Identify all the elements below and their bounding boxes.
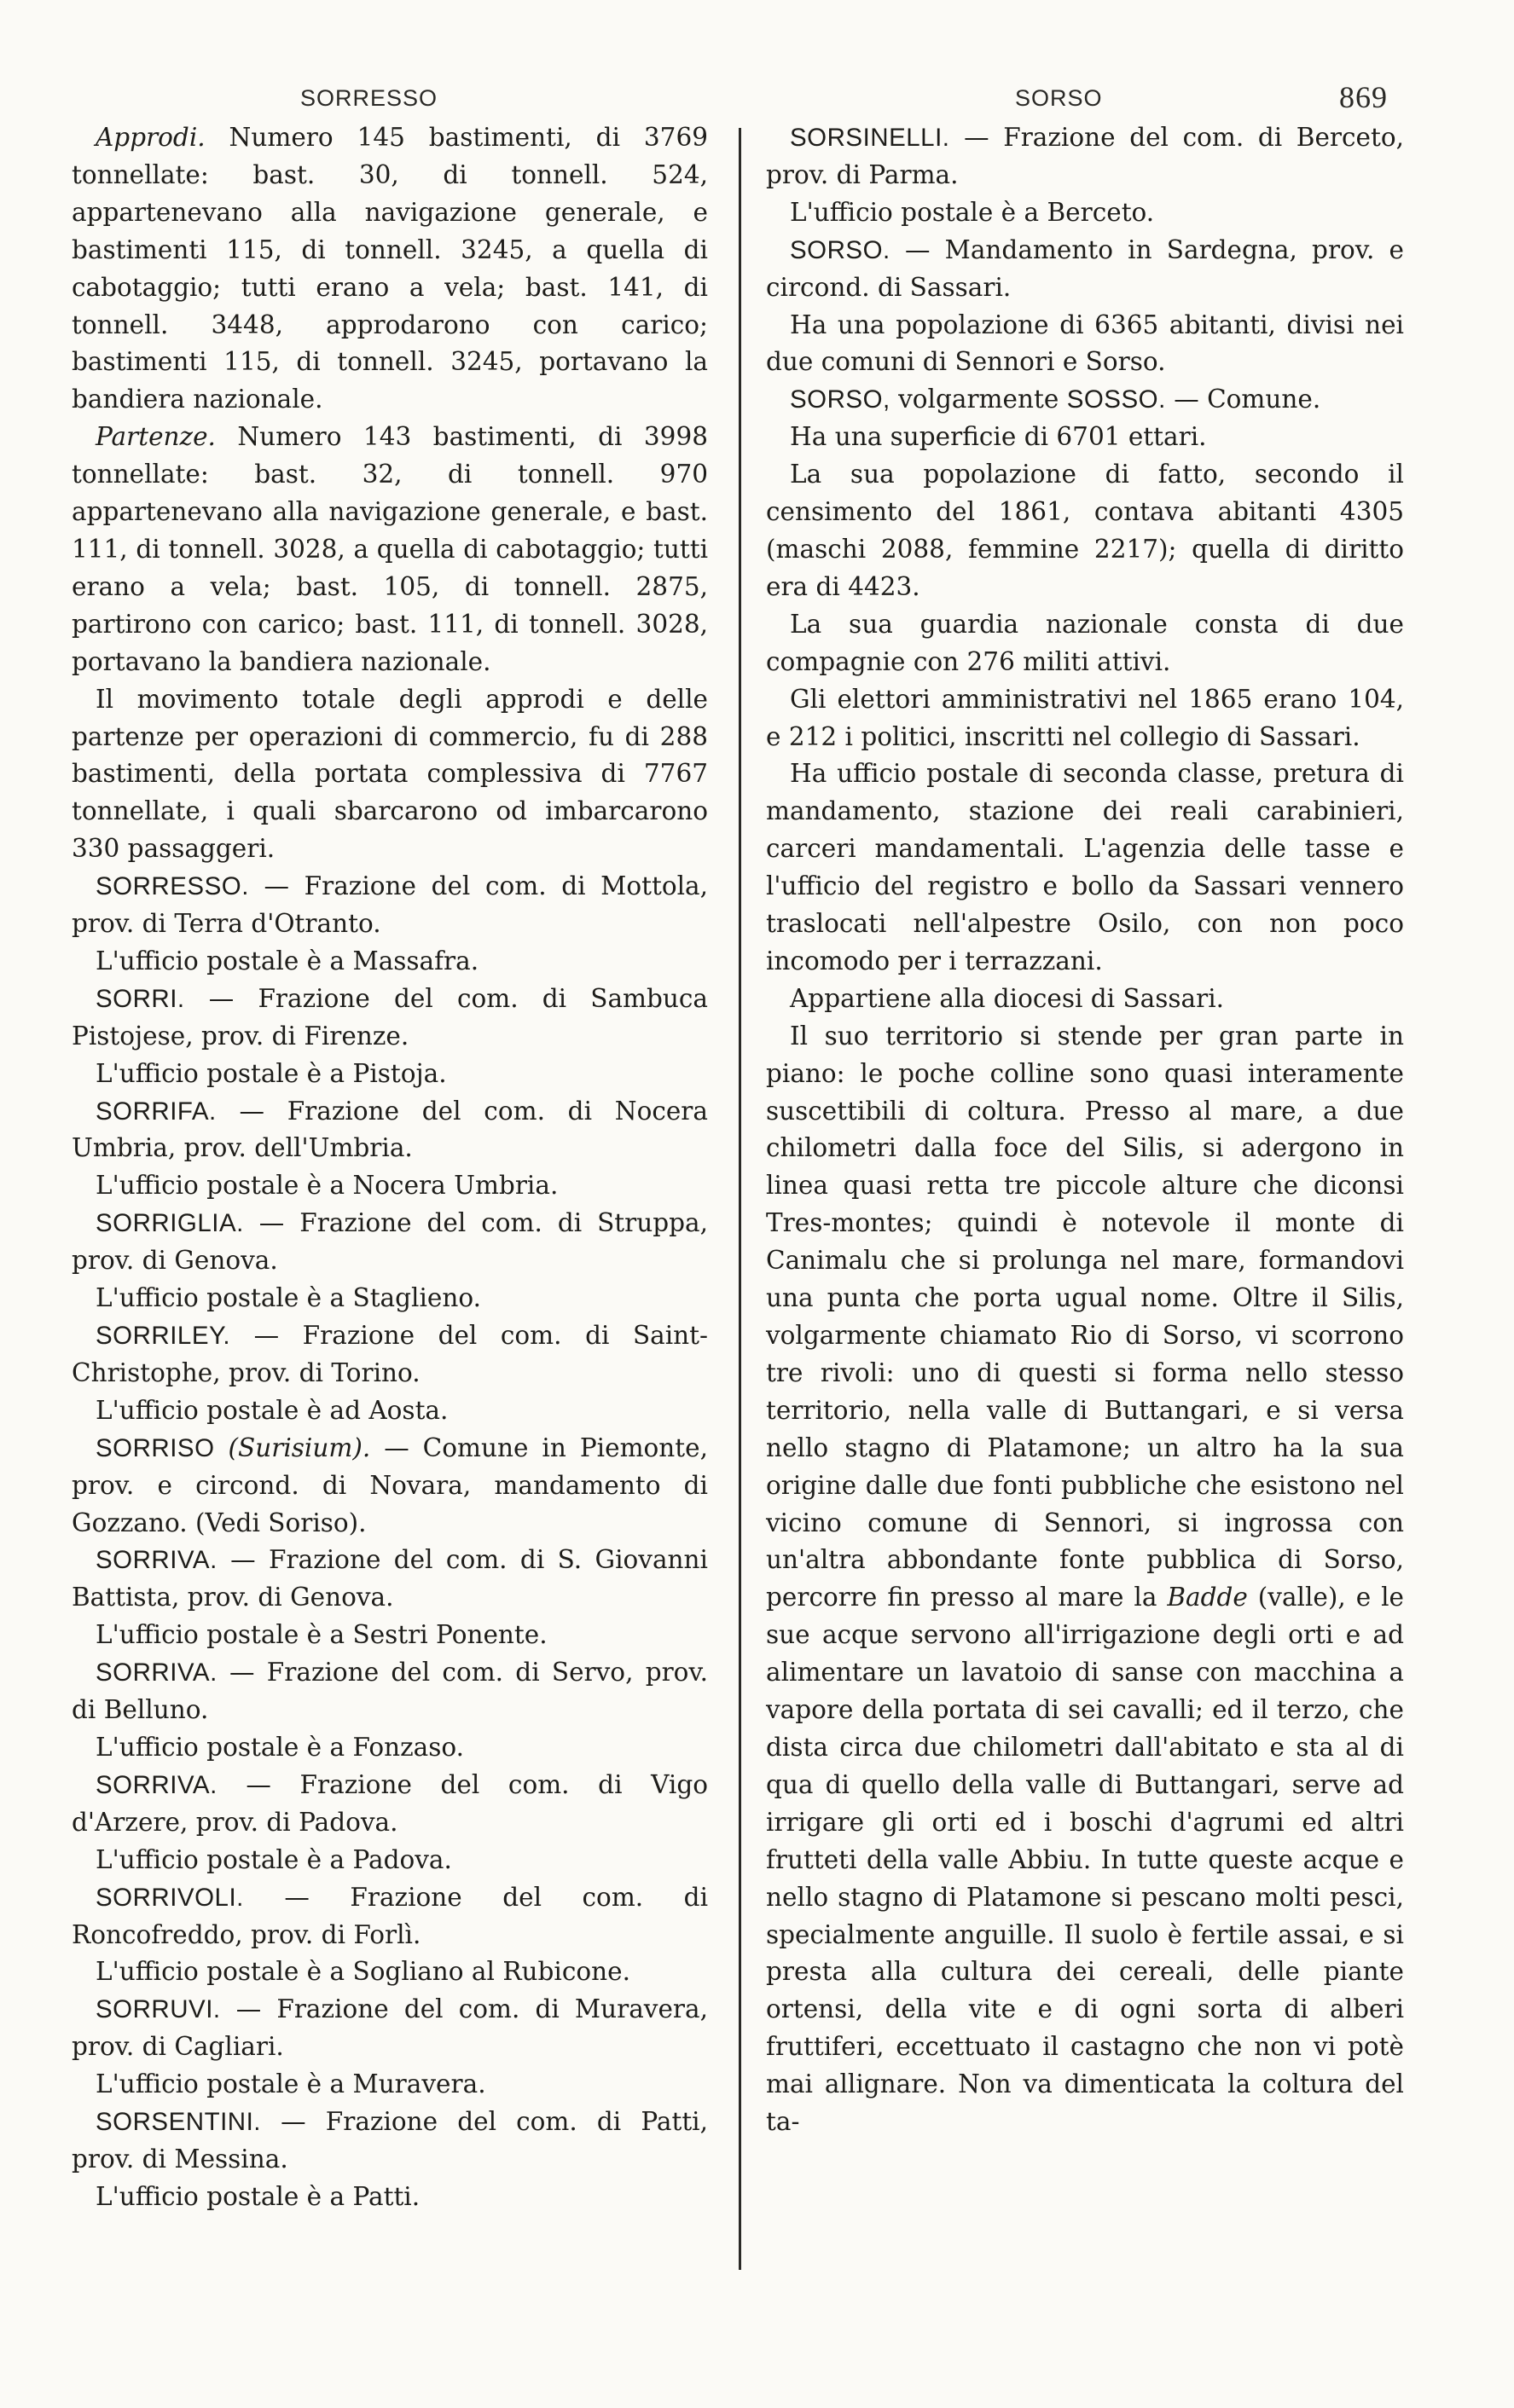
entry-headword: SORRIVA. <box>96 1546 218 1575</box>
entry-text: L'ufficio postale è a Patti. <box>96 2181 421 2211</box>
entry-headword: SORSINELLI. <box>790 124 950 152</box>
body-paragraph <box>72 1842 708 1879</box>
body-paragraph <box>72 1392 708 1430</box>
entry-text: — Frazione del com. di Saint-Christophe, prov. di Torino. <box>72 1321 708 1387</box>
entry-text: — Frazione del com. di Patti, prov. di Messina. <box>72 2107 708 2174</box>
entry-paragraph <box>766 381 1404 419</box>
entry-text: L'ufficio postale è a Sogliano al Rubicone. <box>96 1957 630 1987</box>
entry-headword: SORRILEY. <box>96 1322 231 1350</box>
section-label: Approdi. <box>96 123 206 152</box>
running-header-left: SORRESSO <box>300 85 438 111</box>
body-paragraph <box>72 2066 708 2104</box>
body-paragraph <box>766 1018 1404 2141</box>
entry-paragraph <box>72 1093 708 1168</box>
body-paragraph <box>72 1729 708 1767</box>
latin-name: (Surisium). <box>214 1433 371 1462</box>
entry-text: Gli elettori amministrativi nel 1865 erano 104, e 212 i politici, inscritti nel collegio di Sassari. <box>766 684 1404 751</box>
body-paragraph <box>72 1167 708 1205</box>
body-paragraph <box>72 419 708 680</box>
body-paragraph <box>72 1617 708 1654</box>
entry-text: (valle), e le sue acque servono all'irrigazione degli orti e ad alimentare un lavatoio di sanse con macchina a vapore della portata di sei cavalli; ed il terzo, che dista circa due chilometri dall'abitato e sta al di qua di quello della valle di Buttangari, serve ad irrigare gli orti ed i boschi d'agrumi ed altri frutteti della valle Abbiu. In tutte queste acque e nello stagno di Platamone si pescano molti pesci, specialmente anguille. Il suolo è fertile assai, e si presta alla cultura dei cereali, delle piante ortensi, della vite e di ogni sorta di alberi fruttiferi, eccettuato il castagno che non vi potè mai allignare. Non va dimenticata la coltura del ta- <box>766 1583 1404 2137</box>
entry-text: L'ufficio postale è a Massafra. <box>96 946 479 975</box>
entry-text: L'ufficio postale è a Staglieno. <box>96 1283 481 1313</box>
entry-paragraph <box>72 981 708 1056</box>
entry-paragraph <box>72 1654 708 1729</box>
entry-paragraph <box>72 1991 708 2066</box>
entry-headword: SORRIVOLI. <box>96 1883 244 1912</box>
entry-text: Ha una superficie di 6701 ettari. <box>790 422 1207 452</box>
body-paragraph <box>766 194 1404 232</box>
body-paragraph <box>72 1280 708 1317</box>
body-paragraph <box>766 681 1404 756</box>
body-paragraph <box>766 981 1404 1018</box>
body-paragraph <box>72 943 708 981</box>
running-header-right: SORSO <box>1015 85 1103 111</box>
entry-text: La sua guardia nazionale consta di due compagnie con 276 militi attivi. <box>766 609 1404 676</box>
entry-headword: SORRUVI. <box>96 1995 221 2024</box>
entry-paragraph <box>72 2104 708 2179</box>
entry-paragraph <box>72 1767 708 1842</box>
entry-headword: SORRI. <box>96 984 185 1013</box>
entry-text: — Frazione del com. di Berceto, prov. di Parma. <box>766 123 1404 189</box>
body-paragraph <box>766 307 1404 382</box>
left-column <box>72 119 708 2277</box>
entry-text: — Frazione del com. di Struppa, prov. di Genova. <box>72 1208 708 1276</box>
entry-headword: SOSSO. <box>1066 385 1166 414</box>
body-paragraph <box>72 119 708 419</box>
section-label: Partenze. <box>96 422 216 452</box>
entry-text: — Frazione del com. di S. Giovanni Battista, prov. di Genova. <box>72 1545 708 1612</box>
entry-headword: SORRIVA. <box>96 1658 218 1687</box>
entry-text: — Mandamento in Sardegna, prov. e circond. di Sassari. <box>766 234 1404 302</box>
entry-text: L'ufficio postale è a Padova. <box>96 1844 452 1874</box>
entry-text: — Frazione del com. di Sambuca Pistojese, prov. di Firenze. <box>72 983 708 1051</box>
body-paragraph <box>72 2179 708 2216</box>
column-divider <box>739 128 741 2270</box>
body-paragraph <box>766 456 1404 606</box>
body-paragraph <box>766 606 1404 681</box>
entry-text: L'ufficio postale è a Pistoja. <box>96 1058 447 1088</box>
entry-text: — Frazione del com. di Roncofreddo, prov. di Forlì. <box>72 1882 708 1949</box>
entry-text: Ha ufficio postale di seconda classe, pretura di mandamento, stazione dei reali carabinieri, carceri mandamentali. L'agenzia delle tasse e l'ufficio del registro e bollo da Sassari vennero traslocati nell'alpestre Osilo, con non poco incomodo per i terrazzani. <box>766 759 1404 975</box>
entry-paragraph <box>766 232 1404 307</box>
entry-text: L'ufficio postale è a Nocera Umbria. <box>96 1171 559 1201</box>
entry-text: Numero 143 bastimenti, di 3998 tonnellate: bast. 32, di tonnell. 970 appartenevano alla navigazione generale, e bast. 111, di tonnell. 3028, a quella di cabotaggio; tutti erano a vela; bast. 105, di tonnell. 2875, partirono con carico; bast. 111, di tonnell. 3028, portavano la bandiera nazionale. <box>72 422 708 676</box>
body-paragraph <box>72 681 708 869</box>
entry-text: — Frazione del com. di Mottola, prov. di Terra d'Otranto. <box>72 871 708 939</box>
entry-text: L'ufficio postale è a Muravera. <box>96 2069 486 2099</box>
entry-headword: SORSO. <box>790 235 890 264</box>
local-term: Badde <box>1167 1583 1248 1612</box>
entry-headword: SORRIVA. <box>96 1770 218 1799</box>
entry-text: volgarmente <box>890 385 1067 414</box>
entry-text: — Frazione del com. di Muravera, prov. di Cagliari. <box>72 1994 708 2062</box>
body-paragraph <box>766 755 1404 980</box>
entry-text: Il suo territorio si stende per gran parte in piano: le poche colline sono quasi interamente suscettibili di coltura. Presso al mare, a due chilometri dalla foce del Silis, si adergono in linea quasi retta tre piccole alture che diconsi Tres-montes; quindi è notevole il monte di Canimalu che si prolunga nel mare, formandovi una punta che porta ugual nome. Oltre il Silis, volgarmente chiamato Rio di Sorso, vi scorrono tre rivoli: uno di questi si forma nello stesso territorio, nella valle di Buttangari, e si versa nello stagno di Platamone; un altro ha la sua origine dalle due fonti pubbliche che esistono nel vicino comune di Sennori, si ingrossa con un'altra abbondante fonte pubblica di Sorso, percorre fin presso al mare la <box>766 1021 1404 1612</box>
entry-text: — Comune. <box>1165 385 1321 414</box>
entry-text: L'ufficio postale è a Fonzaso. <box>96 1732 464 1762</box>
entry-paragraph <box>72 1205 708 1280</box>
right-column <box>766 119 1404 2277</box>
entry-headword: SORRIFA. <box>96 1097 217 1126</box>
entry-paragraph <box>72 1317 708 1392</box>
body-paragraph <box>72 1056 708 1093</box>
entry-text: L'ufficio postale è a Berceto. <box>790 197 1155 227</box>
entry-text: — Frazione del com. di Vigo d'Arzere, prov. di Padova. <box>72 1769 708 1837</box>
entry-text: Ha una popolazione di 6365 abitanti, divisi nei due comuni di Sennori e Sorso. <box>766 310 1404 377</box>
entry-text: L'ufficio postale è a Sestri Ponente. <box>96 1620 548 1650</box>
entry-text: — Frazione del com. di Servo, prov. di Belluno. <box>72 1658 708 1725</box>
entry-text: Appartiene alla diocesi di Sassari. <box>790 983 1225 1013</box>
entry-paragraph <box>72 1430 708 1543</box>
entry-paragraph <box>72 868 708 943</box>
body-paragraph <box>72 1954 708 1991</box>
entry-text: — Comune in Piemonte, prov. e circond. di Novara, mandamento di Gozzano. (Vedi Soriso). <box>72 1433 708 1537</box>
entry-paragraph <box>766 119 1404 194</box>
entry-text: La sua popolazione di fatto, secondo il censimento del 1861, contava abitanti 4305 (maschi 2088, femmine 2217); quella di diritto era di 4423. <box>766 460 1404 601</box>
entry-headword: SORRESSO. <box>96 872 249 901</box>
entry-headword: SORRIGLIA. <box>96 1209 244 1238</box>
entry-text: Numero 145 bastimenti, di 3769 tonnellate: bast. 30, di tonnell. 524, appartenevano alla navigazione generale, e bastimenti 115, di tonnell. 3245, a quella di cabotaggio; tutti erano a vela; bast. 141, di tonnell. 3448, approdarono con carico; bastimenti 115, di tonnell. 3245, portavano la bandiera nazionale. <box>72 123 708 414</box>
body-paragraph <box>766 419 1404 456</box>
entry-text: — Frazione del com. di Nocera Umbria, prov. dell'Umbria. <box>72 1096 708 1163</box>
entry-paragraph <box>72 1879 708 1954</box>
page-number: 869 <box>1339 80 1388 114</box>
entry-headword: SORSENTINI. <box>96 2108 261 2137</box>
entry-headword: SORSO, <box>790 385 890 414</box>
entry-text: L'ufficio postale è ad Aosta. <box>96 1395 449 1425</box>
entry-paragraph <box>72 1542 708 1617</box>
entry-text: Il movimento totale degli approdi e delle partenze per operazioni di commercio, fu di 288 bastimenti, della portata complessiva di 7767 tonnellate, i quali sbarcarono od imbarcarono 330 passaggeri. <box>72 684 708 864</box>
entry-headword: SORRISO <box>96 1433 215 1462</box>
